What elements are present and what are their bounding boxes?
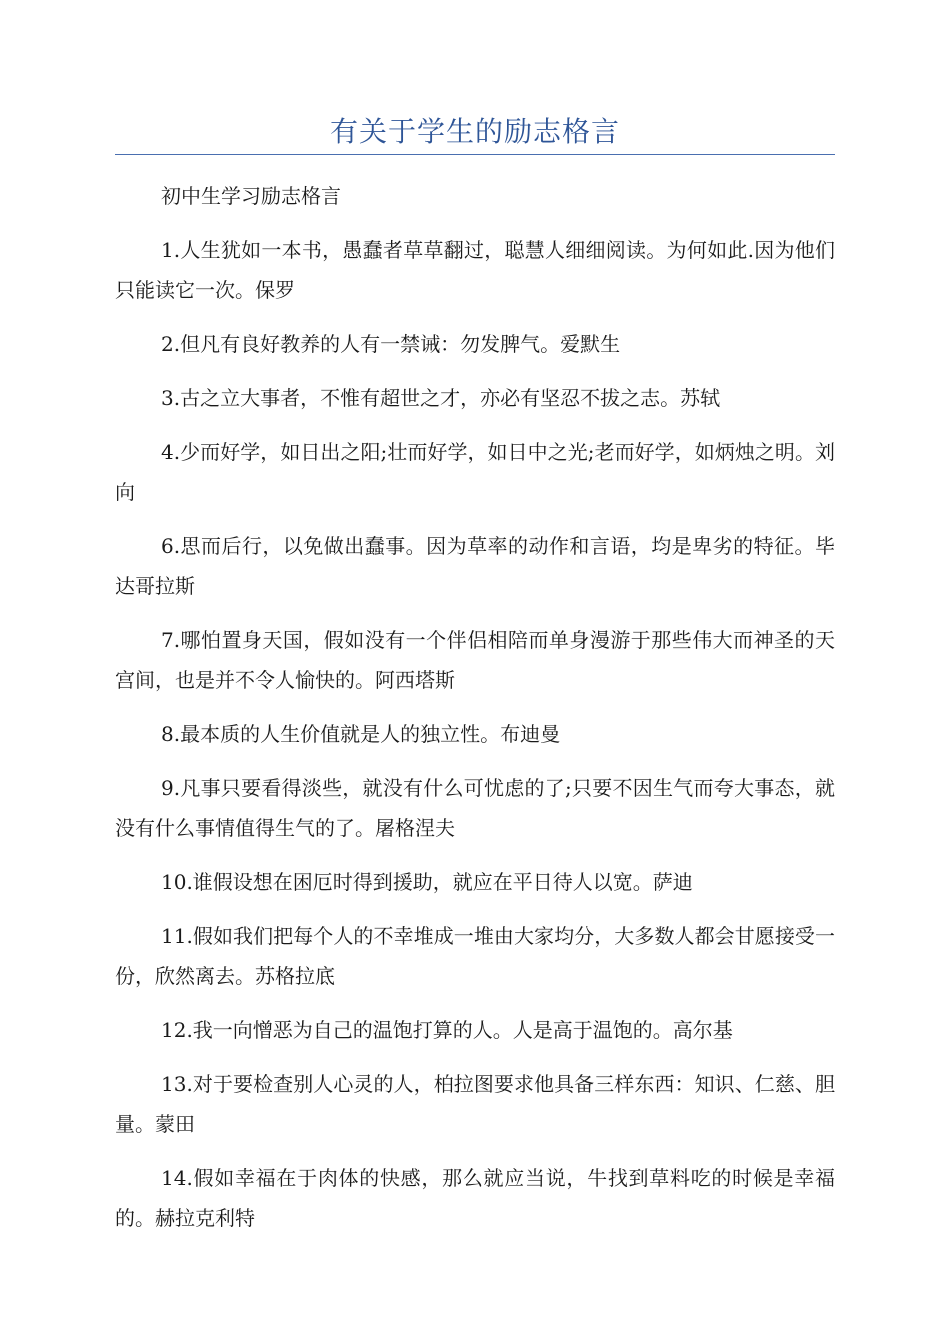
- title-underline: [115, 154, 835, 155]
- quote-paragraph: 3.古之立大事者，不惟有超世之才，亦必有坚忍不拔之志。苏轼: [161, 386, 721, 410]
- quote-paragraph: 4.少而好学，如日出之阳;壮而好学，如日中之光;老而好学，如炳烛之明。刘向: [115, 440, 835, 504]
- quote-paragraph: 10.谁假设想在困厄时得到援助，就应在平日待人以宽。萨迪: [161, 870, 693, 894]
- quote-paragraph: 1.人生犹如一本书，愚蠢者草草翻过，聪慧人细细阅读。为何如此.因为他们只能读它一次。保罗: [115, 238, 835, 302]
- quote-paragraph: 8.最本质的人生价值就是人的独立性。布迪曼: [161, 722, 561, 746]
- quote-paragraph: 7.哪怕置身天国，假如没有一个伴侣相陪而单身漫游于那些伟大而神圣的天宫间，也是并不令人愉快的。阿西塔斯: [115, 628, 835, 692]
- section-heading: 初中生学习励志格言: [161, 184, 341, 208]
- quote-paragraph: 13.对于要检查别人心灵的人，柏拉图要求他具备三样东西：知识、仁慈、胆量。蒙田: [115, 1072, 835, 1136]
- quote-paragraph: 9.凡事只要看得淡些，就没有什么可忧虑的了;只要不因生气而夸大事态，就没有什么事情值得生气的了。屠格涅夫: [115, 776, 835, 840]
- quote-paragraph: 12.我一向憎恶为自己的温饱打算的人。人是高于温饱的。高尔基: [161, 1018, 733, 1042]
- quote-paragraph: 2.但凡有良好教养的人有一禁诫：勿发脾气。爱默生: [161, 332, 621, 356]
- document-body: [115, 176, 835, 1252]
- quote-paragraph: 6.思而后行，以免做出蠢事。因为草率的动作和言语，均是卑劣的特征。毕达哥拉斯: [115, 534, 835, 598]
- quote-paragraph: 11.假如我们把每个人的不幸堆成一堆由大家均分，大多数人都会甘愿接受一份，欣然离去。苏格拉底: [115, 924, 835, 988]
- document-title: 有关于学生的励志格言: [329, 115, 620, 148]
- quote-paragraph: 14.假如幸福在于肉体的快感，那么就应当说，牛找到草料吃的时候是幸福的。赫拉克利特: [115, 1166, 835, 1230]
